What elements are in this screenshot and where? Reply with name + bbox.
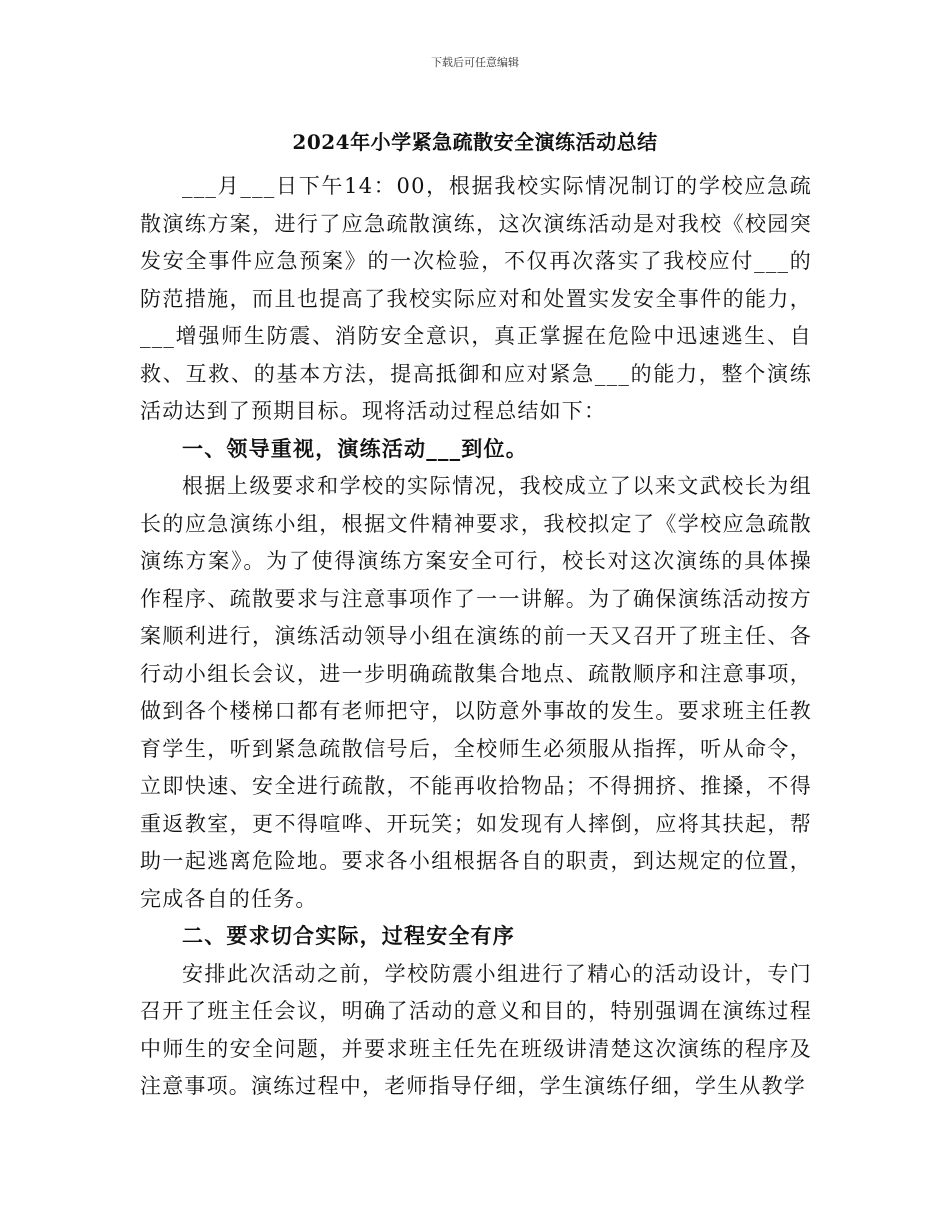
header-note: 下载后可任意编辑 [431, 56, 519, 69]
document-body [140, 168, 812, 1106]
section-1-paragraph: 根据上级要求和学校的实际情况，我校成立了以来文武校长为组长的应急演练小组，根据文件精神要求，我校拟定了《学校应急疏散演练方案》。为了使得演练方案安全可行，校长对这次演练的具体操作程序、疏散要求与注意事项作了一一讲解。为了确保演练活动按方案顺利进行，演练活动领导小组在演练的前一天又召开了班主任、各行动小组长会议，进一步明确疏散集合地点、疏散顺序和注意事项，做到各个楼梯口都有老师把守，以防意外事故的发生。要求班主任教育学生，听到紧急疏散信号后，全校师生必须服从指挥，听从命令，立即快速、安全进行疏散，不能再收拾物品；不得拥挤、推搡，不得重返教室，更不得喧哗、开玩笑；如发现有人摔倒，应将其扶起，帮助一起逃离危险地。要求各小组根据各自的职责，到达规定的位置，完成各自的任务。 [140, 474, 812, 911]
section-2-paragraph: 安排此次活动之前，学校防震小组进行了精心的活动设计，专门召开了班主任会议，明确了活动的意义和目的，特别强调在演练过程中师生的安全问题，并要求班主任先在班级讲清楚这次演练的程序及注意事项。演练过程中，老师指导仔细，学生演练仔细，学生从教学 [140, 961, 812, 1098]
section-heading-1: 一、领导重视，演练活动___到位。 [182, 436, 528, 461]
document-title: 2024年小学紧急疏散安全演练活动总结 [292, 130, 658, 154]
intro-paragraph: ___月___日下午14：00，根据我校实际情况制订的学校应急疏散演练方案，进行了应急疏散演练，这次演练活动是对我校《校园突发安全事件应急预案》的一次检验，不仅再次落实了我校应付___的防范措施，而且也提高了我校实际应对和处置实发安全事件的能力，___增强师生防震、消防安全意识，真正掌握在危险中迅速逃生、自救、互救、的基本方法，提高抵御和应对紧急___的能力，整个演练活动达到了预期目标。现将活动过程总结如下： [140, 174, 812, 423]
section-heading-2: 二、要求切合实际，过程安全有序 [182, 924, 515, 948]
